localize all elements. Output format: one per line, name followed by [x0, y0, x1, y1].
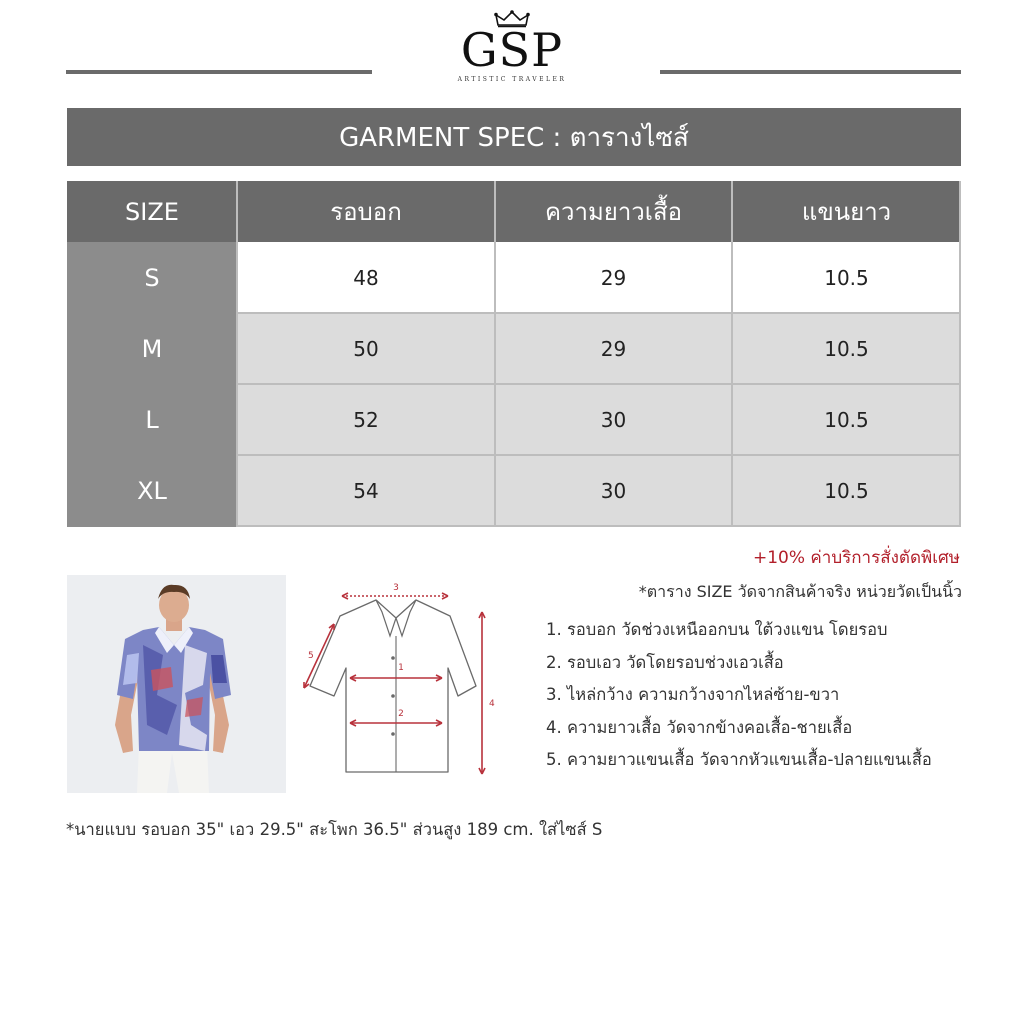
cell-sleeve-xl: 10.5	[732, 455, 961, 527]
header-rule-left	[66, 70, 372, 74]
diagram-label-4: 4	[489, 699, 495, 709]
cell-chest-l: 52	[237, 384, 495, 455]
measurement-point: 2. รอบเอว วัดโดยรอบช่วงเอวเสื้อ	[546, 652, 784, 672]
measurement-point: 1. รอบอก วัดช่วงเหนืออกบน ใต้วงแขน โดยรอบ	[546, 620, 888, 639]
measurement-point: 4. ความยาวเสื้อ วัดจากข้างคอเสื้อ-ชายเสื้อ	[546, 717, 853, 737]
brand-name: GSP	[460, 23, 564, 77]
diagram-label-3: 3	[393, 583, 399, 593]
row-divider	[237, 525, 961, 527]
cell-length-m: 29	[495, 313, 732, 384]
cell-chest-s: 48	[237, 242, 495, 313]
column-divider	[731, 181, 733, 527]
measurement-point: 3. ไหล่กว้าง ความกว้างจากไหล่ซ้าย-ขวา	[546, 685, 840, 704]
column-divider	[236, 181, 238, 527]
row-divider	[237, 383, 961, 385]
size-label-xl: XL	[67, 455, 237, 527]
cell-sleeve-l: 10.5	[732, 384, 961, 455]
brand-logo	[440, 10, 584, 102]
size-label-s: S	[67, 242, 237, 313]
size-table	[67, 181, 961, 527]
cell-sleeve-s: 10.5	[732, 242, 961, 313]
cell-chest-m: 50	[237, 313, 495, 384]
measurement-guide-list	[546, 614, 976, 777]
size-label-l: L	[67, 384, 237, 455]
button-mark	[391, 656, 395, 660]
cell-sleeve-m: 10.5	[732, 313, 961, 384]
measurement-unit-note: *ตาราง SIZE วัดจากสินค้าจริง หน่วยวัดเป็นนิ้ว	[638, 582, 962, 601]
model-size-note: *นายแบบ รอบอก 35" เอว 29.5" สะโพก 36.5" ส่วนสูง 189 cm. ใส่ไซส์ S	[66, 820, 603, 839]
shirt-measurement-diagram	[298, 578, 498, 778]
cell-length-l: 30	[495, 384, 732, 455]
model-photo	[67, 575, 286, 793]
page-title: GARMENT SPEC : ตารางไซส์	[339, 122, 689, 153]
size-label-m: M	[67, 313, 237, 384]
diagram-label-2: 2	[398, 709, 404, 719]
header-chest: รอบอก	[237, 181, 495, 242]
column-divider	[494, 181, 496, 527]
brand-tagline: ARTISTIC TRAVELER	[457, 76, 567, 83]
diagram-label-5: 5	[308, 651, 314, 661]
button-mark	[391, 694, 395, 698]
button-mark	[391, 732, 395, 736]
extra-fee-note: +10% ค่าบริการสั่งตัดพิเศษ	[752, 548, 960, 568]
diagram-label-1: 1	[398, 663, 404, 673]
measurement-point: 5. ความยาวแขนเสื้อ วัดจากหัวแขนเสื้อ-ปลายแขนเสื้อ	[546, 750, 932, 769]
title-bar	[67, 108, 961, 166]
column-divider	[959, 181, 961, 527]
header-length: ความยาวเสื้อ	[495, 181, 732, 242]
header-sleeve: แขนยาว	[732, 181, 961, 242]
header-size: SIZE	[67, 181, 237, 242]
row-divider	[237, 312, 961, 314]
header-rule-right	[660, 70, 961, 74]
cell-length-s: 29	[495, 242, 732, 313]
cell-chest-xl: 54	[237, 455, 495, 527]
cell-length-xl: 30	[495, 455, 732, 527]
row-divider	[237, 454, 961, 456]
